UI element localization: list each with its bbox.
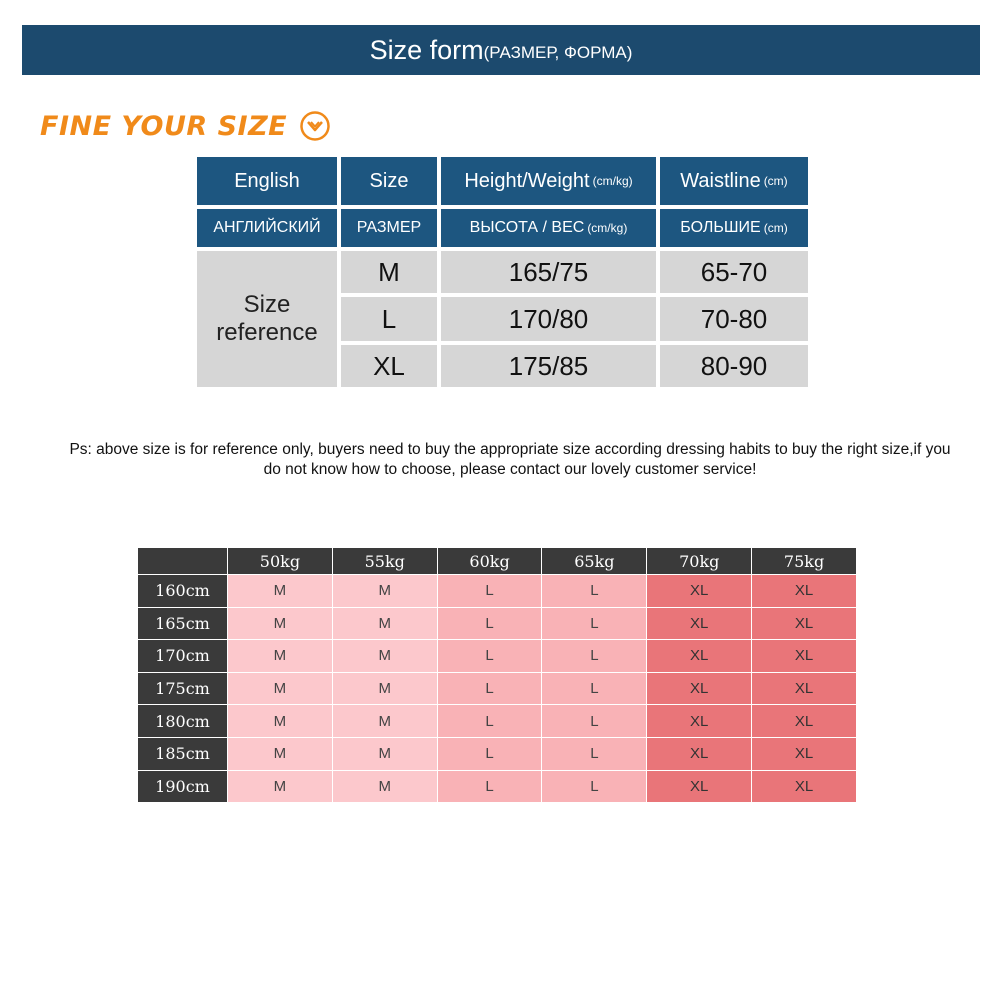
height-header: 165cm: [138, 608, 228, 641]
size-cell: M: [228, 608, 333, 641]
table-row: [138, 673, 857, 706]
height-header: 175cm: [138, 673, 228, 706]
size-cell: M: [228, 575, 333, 608]
find-size-heading: [40, 108, 331, 144]
header-label: Size: [369, 169, 409, 192]
size-cell: L: [438, 575, 543, 608]
size-cell: XL: [752, 608, 857, 641]
grid-corner-cell: [138, 548, 228, 575]
height-header: 190cm: [138, 771, 228, 804]
size-cell: L: [438, 771, 543, 804]
size-cell: XL: [752, 771, 857, 804]
header-label: Waistline: [680, 169, 761, 192]
height-header: 160cm: [138, 575, 228, 608]
reference-note: Ps: above size is for reference only, buyers need to buy the appropriate size according dressing habits to buy the right size,if you do not know how to choose, please contact our lovely customer service!: [69, 441, 951, 478]
header-waistline: [660, 157, 808, 205]
header-label: БОЛЬШИЕ: [680, 219, 761, 236]
chevron-down-circle-icon: [299, 110, 331, 142]
weight-header: 50kg: [228, 548, 333, 575]
size-cell: L: [542, 575, 647, 608]
size-cell: XL: [647, 771, 752, 804]
size-cell: L: [438, 640, 543, 673]
height-weight-size-grid: [138, 548, 857, 803]
size-cell: L: [542, 640, 647, 673]
table-row: [138, 771, 857, 804]
label-line: reference: [216, 319, 318, 346]
size-cell: M: [333, 673, 438, 706]
header-label: РАЗМЕР: [356, 219, 422, 236]
weight-header: 60kg: [438, 548, 543, 575]
size-cell: L: [438, 608, 543, 641]
header-size-ru: [341, 209, 437, 247]
table-row: [138, 608, 857, 641]
size-cell: XL: [752, 705, 857, 738]
size-cell: L: [341, 297, 437, 341]
height-header: 170cm: [138, 640, 228, 673]
size-cell: XL: [647, 575, 752, 608]
height-weight-cell: 175/85: [441, 345, 656, 387]
size-cell: M: [228, 705, 333, 738]
weight-header: 70kg: [647, 548, 752, 575]
size-cell: L: [542, 705, 647, 738]
height-weight-cell: 165/75: [441, 251, 656, 293]
size-cell: L: [438, 738, 543, 771]
label-line: Size: [243, 291, 291, 318]
waistline-cell: 80-90: [660, 345, 808, 387]
size-cell: M: [333, 771, 438, 804]
find-size-heading-text: FINE YOUR SIZE: [40, 110, 288, 142]
size-cell: L: [542, 673, 647, 706]
size-cell: XL: [647, 673, 752, 706]
header-label: English: [234, 169, 300, 192]
header-unit: (cm/kg): [592, 174, 633, 188]
size-cell: M: [333, 738, 438, 771]
height-header: 180cm: [138, 705, 228, 738]
height-header: 185cm: [138, 738, 228, 771]
grid-header-row: [138, 548, 857, 575]
size-cell: M: [228, 640, 333, 673]
size-cell: XL: [752, 575, 857, 608]
header-english: [197, 157, 337, 205]
header-english-ru: [197, 209, 337, 247]
size-cell: XL: [341, 345, 437, 387]
title-banner: [22, 25, 980, 75]
banner-title: Size form: [369, 34, 484, 65]
table-row: [138, 738, 857, 771]
header-height-weight-ru: [441, 209, 656, 247]
size-cell: M: [228, 771, 333, 804]
size-cell: M: [333, 608, 438, 641]
size-cell: L: [438, 705, 543, 738]
header-unit: (cm/kg): [587, 221, 628, 235]
size-cell: L: [542, 608, 647, 641]
header-unit: (cm): [763, 221, 788, 235]
size-cell: M: [333, 575, 438, 608]
size-cell: M: [228, 738, 333, 771]
weight-header: 55kg: [333, 548, 438, 575]
size-cell: M: [333, 705, 438, 738]
waistline-cell: 65-70: [660, 251, 808, 293]
size-cell: M: [341, 251, 437, 293]
size-reference-label: [197, 251, 337, 387]
size-cell: L: [542, 738, 647, 771]
weight-header: 75kg: [752, 548, 857, 575]
table-row: [138, 705, 857, 738]
waistline-cell: 70-80: [660, 297, 808, 341]
size-cell: XL: [647, 608, 752, 641]
header-label: ВЫСОТА / ВЕС: [469, 219, 585, 236]
size-cell: XL: [752, 738, 857, 771]
header-waistline-ru: [660, 209, 808, 247]
header-size: [341, 157, 437, 205]
size-cell: M: [333, 640, 438, 673]
weight-header: 65kg: [542, 548, 647, 575]
size-cell: L: [542, 771, 647, 804]
size-cell: L: [438, 673, 543, 706]
header-label: Height/Weight: [464, 169, 590, 192]
header-label: АНГЛИЙСКИЙ: [213, 219, 321, 236]
size-cell: M: [228, 673, 333, 706]
header-unit: (cm): [763, 174, 788, 188]
header-height-weight: [441, 157, 656, 205]
table-row: [138, 640, 857, 673]
table-row: [138, 575, 857, 608]
size-cell: XL: [647, 640, 752, 673]
size-cell: XL: [752, 673, 857, 706]
size-cell: XL: [647, 738, 752, 771]
size-cell: XL: [752, 640, 857, 673]
size-cell: XL: [647, 705, 752, 738]
banner-subtitle: (РАЗМЕР, ФОРМА): [483, 43, 633, 62]
height-weight-cell: 170/80: [441, 297, 656, 341]
